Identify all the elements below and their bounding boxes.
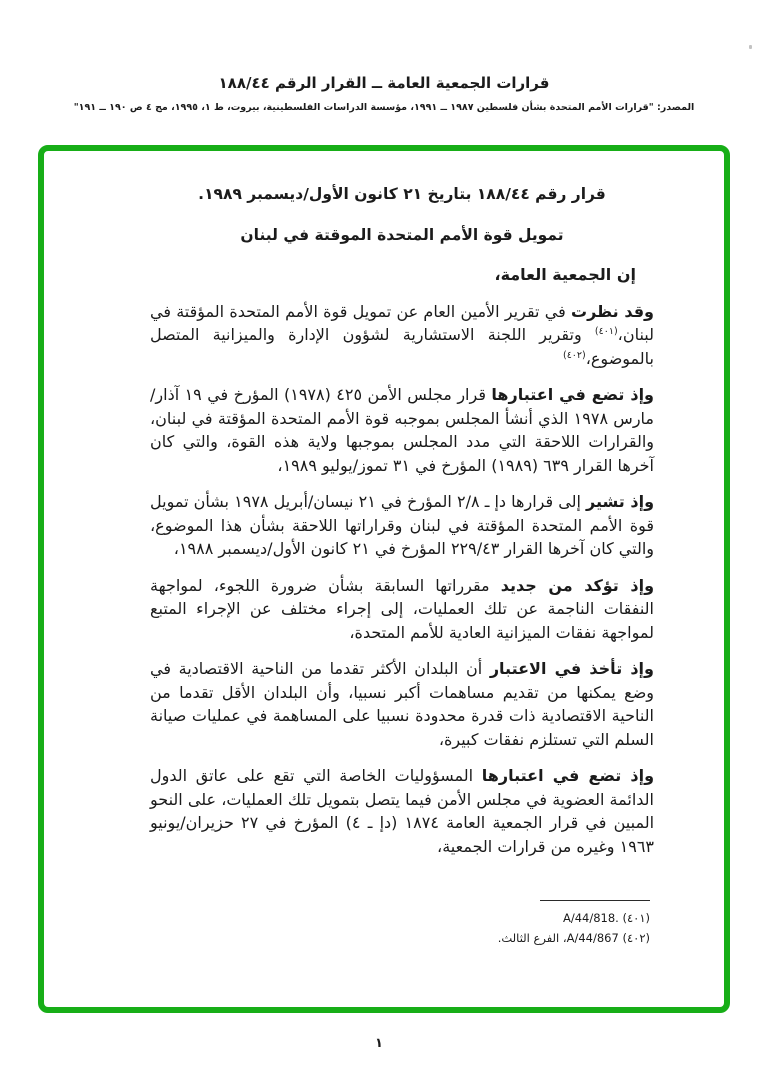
footnote-document-symbol: A/44/818.: [562, 911, 619, 925]
header-title: قرارات الجمعية العامة ــ القرار الرقم ١٨٨/٤٤: [218, 74, 550, 92]
footnotes-separator: [540, 900, 650, 901]
footnote-marker: (٤٠٢): [622, 931, 650, 945]
footnote-ref-401: (٤٠١): [594, 326, 618, 337]
footnotes-block: [390, 900, 650, 948]
footnote-item-401: [390, 908, 650, 928]
resolution-body: [150, 183, 654, 858]
footnote-ref-402: (٤٠٢): [562, 349, 586, 361]
paragraph-lead: وقد نظرت: [570, 301, 654, 321]
preamble-paragraph-6: [150, 764, 654, 858]
paragraph-lead: وإذ تضع في اعتبارها: [491, 385, 654, 404]
preamble-paragraph-1: [150, 300, 654, 371]
resolution-title: قرار رقم ١٨٨/٤٤ بتاريخ ٢١ كانون الأول/ديسمبر ١٩٨٩.: [198, 185, 606, 203]
opening-line: إن الجمعية العامة،: [494, 265, 636, 284]
page-number: ١: [375, 1036, 383, 1051]
paragraph-text: المسؤوليات الخاصة التي تقع على عاتق الدول الدائمة العضوية في مجلس الأمن فيما يتصل بتمويل تلك العمليات، على النحو المبين في قرار الجمعية العامة ١٨٧٤ (دإ ـ ٤) المؤرخ في ٢٧ حزيران/يونيو ١٩٦٣ وغيره من قرارات الجمعية،: [150, 766, 655, 856]
preamble-paragraph-2: [150, 383, 654, 477]
footnote-document-symbol: A/44/867: [566, 931, 619, 945]
paragraph-lead: وإذ تأخذ في الاعتبار: [489, 659, 654, 678]
preamble-paragraph-3: [150, 490, 654, 561]
scan-artifact-dot: [749, 45, 752, 49]
footnote-marker: (٤٠١): [622, 911, 650, 925]
footnote-item-402: [390, 928, 650, 948]
paragraph-text: وتقرير اللجنة الاستشارية لشؤون الإدارة والميزانية المتصل بالموضوع،: [150, 325, 654, 368]
resolution-frame: [38, 145, 730, 1013]
paragraph-text: أن البلدان الأكثر تقدما من الناحية الاقتصادية في وضع يمكنها من تقديم مساهمات أكبر نسبيا، وأن البلدان الأقل تقدما من الناحية الاقتصادية ذات قدرة محدودة نسبيا على المساهمة في عمليات صيانة السلم التي تستلزم نفقات كبيرة،: [150, 659, 654, 749]
paragraph-lead: وإذ تشير: [586, 492, 655, 511]
paragraph-text: إلى قرارها دإ ـ ٢/٨ المؤرخ في ٢١ نيسان/أبريل ١٩٧٨ بشأن تمويل قوة الأمم المتحدة المؤقتة في لبنان وقراراتها اللاحقة بشأن هذا الموضوع، والتي كان آخرها القرار ٢٢٩/٤٣ المؤرخ في ٢١ كانون الأول/ديسمبر ١٩٨٨،: [150, 492, 654, 558]
paragraph-lead: وإذ تضع في اعتبارها: [481, 766, 655, 785]
preamble-paragraph-5: [150, 657, 654, 751]
paragraph-text: قرار مجلس الأمن ٤٢٥ (١٩٧٨) المؤرخ في ١٩ آذار/مارس ١٩٧٨ الذي أنشأ المجلس بموجبه قوة الأمم المتحدة المؤقتة في لبنان، والقرارات اللاحقة التي مدد المجلس بموجبها ولاية هذه القوة، والتي كان آخرها القرار ٦٣٩ (١٩٨٩) المؤرخ في ٣١ تموز/يوليو ١٩٨٩،: [150, 385, 655, 475]
resolution-subtitle: تمويل قوة الأمم المتحدة الموقتة في لبنان: [240, 225, 564, 244]
footnote-suffix: ، الفرع الثالث.: [497, 931, 567, 945]
page-header: [0, 74, 768, 113]
preamble-paragraph-4: [150, 574, 654, 645]
paragraph-lead: وإذ تؤكد من جديد: [500, 575, 655, 595]
paragraph-text: مقرراتها السابقة بشأن ضرورة اللجوء، لمواجهة النفقات الناجمة عن تلك العمليات، إلى إجراء مختلف عن الإجراء المتبع لمواجهة نفقات الميزانية العادية للأمم المتحدة،: [150, 575, 654, 642]
source-line: المصدر: "قرارات الأمم المتحدة بشأن فلسطين ١٩٨٧ ــ ١٩٩١، مؤسسة الدراسات الفلسطينية، بيروت، ط ١، ١٩٩٥، مج ٤ ص ١٩٠ ــ ١٩١": [73, 102, 695, 113]
paragraph-text: في تقرير الأمين العام عن تمويل قوة الأمم المتحدة المؤقتة في لبنان،: [150, 301, 654, 344]
